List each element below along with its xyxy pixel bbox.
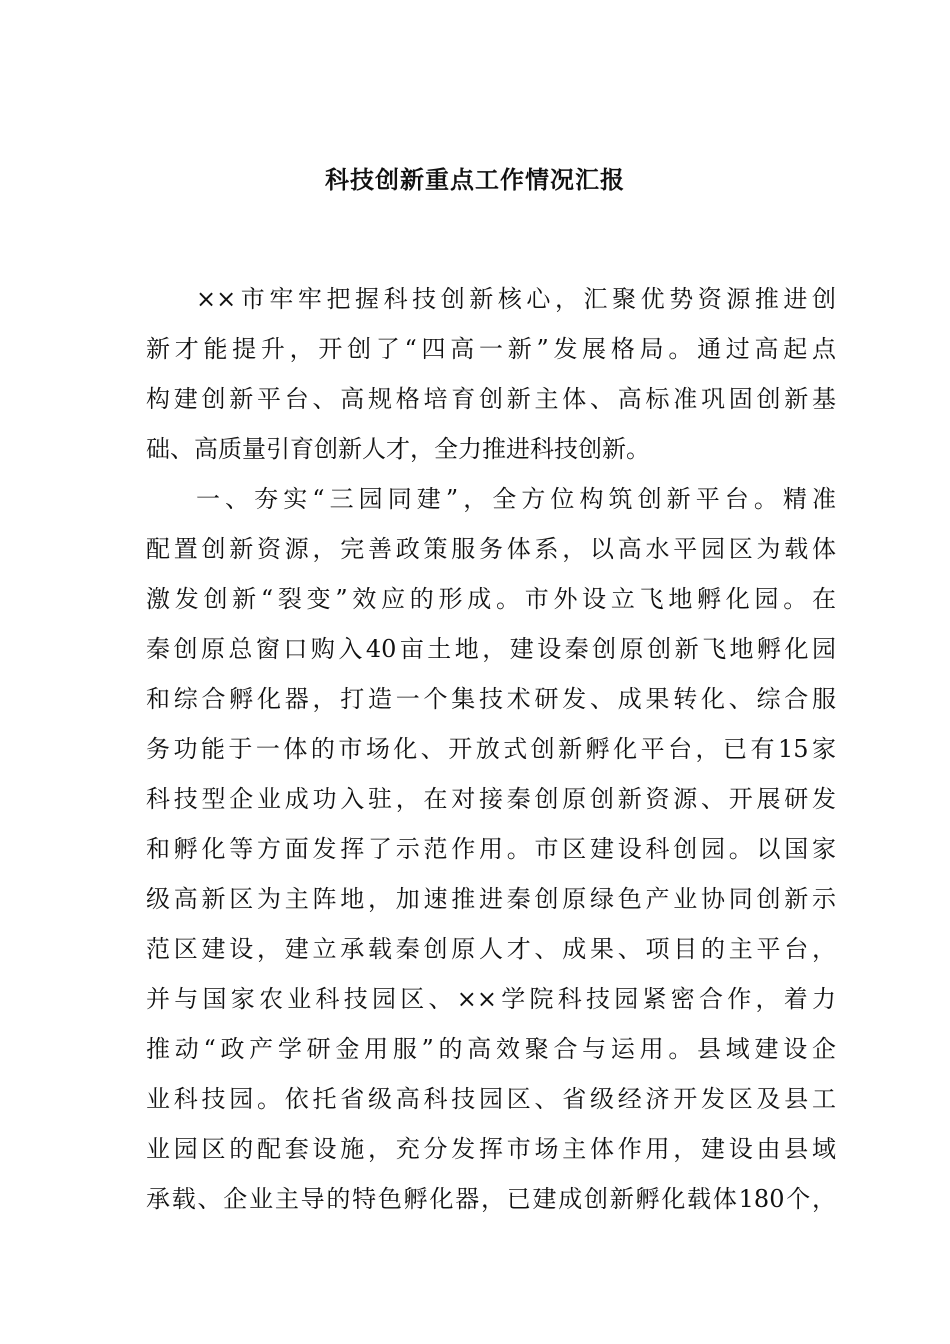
document-title: 科技创新重点工作情况汇报: [325, 165, 625, 194]
paragraph-line: 务功能于一体的市场化、开放式创新孵化平台，已有15家: [146, 735, 836, 763]
paragraph-line: 范区建设，建立承载秦创原人才、成果、项目的主平台，: [146, 935, 836, 963]
paragraph-line: 承载、企业主导的特色孵化器，已建成创新孵化载体180个，: [146, 1185, 836, 1213]
paragraph-line: 并与国家农业科技园区、××学院科技园紧密合作，着力: [146, 985, 836, 1013]
paragraph-line: 推动“政产学研金用服”的高效聚合与运用。县域建设企: [146, 1035, 836, 1063]
document-body: [146, 274, 836, 1224]
paragraph-line: 一、夯实“三园同建”，全方位构筑创新平台。精准: [196, 485, 836, 513]
paragraph-line: 级高新区为主阵地，加速推进秦创原绿色产业协同创新示: [146, 885, 836, 913]
paragraph-line: 业园区的配套设施，充分发挥市场主体作用，建设由县域: [146, 1135, 836, 1163]
paragraph-line: 础、高质量引育创新人才，全力推进科技创新。: [146, 435, 650, 463]
paragraph-line: 配置创新资源，完善政策服务体系，以高水平园区为载体: [146, 535, 836, 563]
paragraph-line: 构建创新平台、高规格培育创新主体、高标准巩固创新基: [146, 385, 836, 413]
paragraph-line: 业科技园。依托省级高科技园区、省级经济开发区及县工: [146, 1085, 836, 1113]
paragraph-line: 科技型企业成功入驻，在对接秦创原创新资源、开展研发: [146, 785, 836, 813]
paragraph-line: 激发创新“裂变”效应的形成。市外设立飞地孵化园。在: [146, 585, 836, 613]
paragraph-line: 和孵化等方面发挥了示范作用。市区建设科创园。以国家: [146, 835, 836, 863]
paragraph-line: ××市牢牢把握科技创新核心，汇聚优势资源推进创: [196, 285, 836, 313]
paragraph-line: 新才能提升，开创了“四高一新”发展格局。通过高起点: [146, 335, 836, 363]
paragraph-line: 秦创原总窗口购入40亩土地，建设秦创原创新飞地孵化园: [146, 635, 836, 663]
paragraph-line: 和综合孵化器，打造一个集技术研发、成果转化、综合服: [146, 685, 836, 713]
